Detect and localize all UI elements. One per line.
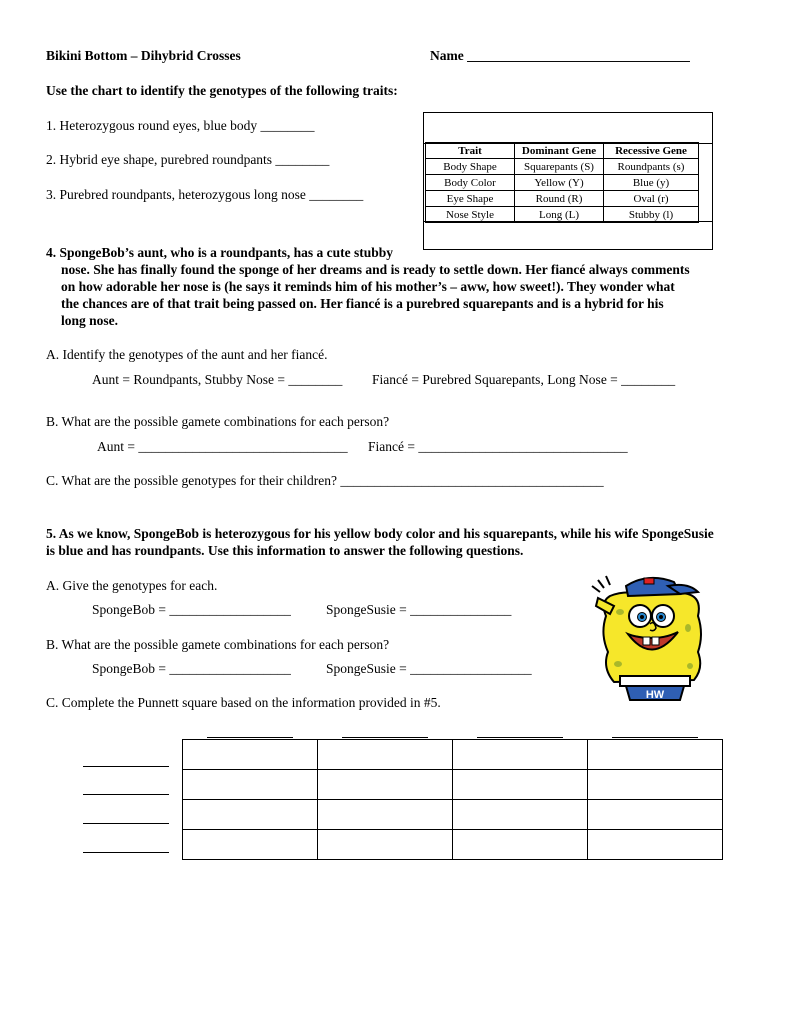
table-cell: Squarepants (S) bbox=[515, 159, 604, 175]
table-cell: Stubby (l) bbox=[604, 207, 699, 223]
q5a-prompt: A. Give the genotypes for each. bbox=[46, 578, 218, 593]
question-5-line: 5. As we know, SpongeBob is heterozygous for his yellow body color and his squarepants, while his wife SpongeSusie bbox=[46, 526, 714, 541]
punnett-cell[interactable] bbox=[183, 830, 318, 860]
q5b-prompt: B. What are the possible gamete combinations for each person? bbox=[46, 637, 390, 652]
question-5-line: is blue and has roundpants. Use this information to answer the following questions. bbox=[46, 543, 524, 558]
spongebob-saluting-icon bbox=[570, 572, 715, 704]
punnett-cell[interactable] bbox=[318, 800, 453, 830]
hat-text: HW bbox=[645, 689, 665, 701]
punnett-row-label-blank[interactable] bbox=[83, 852, 169, 853]
question-3[interactable]: 3. Purebred roundpants, heterozygous long nose ________ bbox=[46, 187, 364, 202]
table-cell: Nose Style bbox=[426, 207, 515, 223]
punnett-column-label-blank[interactable] bbox=[342, 737, 428, 738]
table-cell: Yellow (Y) bbox=[515, 175, 604, 191]
punnett-cell[interactable] bbox=[183, 800, 318, 830]
punnett-square bbox=[182, 739, 723, 860]
q4b-aunt-field[interactable]: Aunt = _______________________________ bbox=[97, 439, 348, 454]
q5a-spongebob-field[interactable]: SpongeBob = __________________ bbox=[92, 602, 291, 617]
table-row bbox=[426, 159, 699, 175]
punnett-cell[interactable] bbox=[183, 770, 318, 800]
table-header: Trait bbox=[426, 143, 515, 159]
name-field[interactable]: Name _________________________________ bbox=[430, 48, 690, 63]
punnett-cell[interactable] bbox=[588, 770, 723, 800]
worksheet-title: Bikini Bottom – Dihybrid Crosses bbox=[46, 48, 241, 63]
instructions: Use the chart to identify the genotypes of the following traits: bbox=[46, 83, 398, 98]
punnett-row bbox=[183, 830, 723, 860]
q4a-aunt-field[interactable]: Aunt = Roundpants, Stubby Nose = ________ bbox=[92, 372, 343, 387]
punnett-cell[interactable] bbox=[453, 800, 588, 830]
punnett-cell[interactable] bbox=[318, 770, 453, 800]
punnett-row-label-blank[interactable] bbox=[83, 794, 169, 795]
punnett-row bbox=[183, 740, 723, 770]
q5b-spongebob-field[interactable]: SpongeBob = __________________ bbox=[92, 661, 291, 676]
question-4-line: nose. She has finally found the sponge of her dreams and is ready to settle down. Her fiancé always comments bbox=[61, 262, 690, 277]
table-cell: Oval (r) bbox=[604, 191, 699, 207]
table-header: Dominant Gene bbox=[515, 143, 604, 159]
punnett-cell[interactable] bbox=[318, 740, 453, 770]
question-4-line: long nose. bbox=[61, 313, 119, 328]
question-4-line: the chances are of that trait being passed on. Her fiancé is a purebred squarepants and is a hybrid for his bbox=[61, 296, 664, 311]
q4a-fiance-field[interactable]: Fiancé = Purebred Squarepants, Long Nose = ________ bbox=[372, 372, 676, 387]
question-2[interactable]: 2. Hybrid eye shape, purebred roundpants ________ bbox=[46, 152, 330, 167]
table-row bbox=[426, 207, 699, 223]
q4b-fiance-field[interactable]: Fiancé = _______________________________ bbox=[368, 439, 628, 454]
punnett-cell[interactable] bbox=[588, 800, 723, 830]
punnett-cell[interactable] bbox=[453, 770, 588, 800]
punnett-cell[interactable] bbox=[453, 830, 588, 860]
table-cell: Long (L) bbox=[515, 207, 604, 223]
punnett-column-label-blank[interactable] bbox=[612, 737, 698, 738]
q4c-prompt-field[interactable]: C. What are the possible genotypes for their children? _______________________________________ bbox=[46, 473, 604, 488]
table-cell: Body Color bbox=[426, 175, 515, 191]
table-cell: Body Shape bbox=[426, 159, 515, 175]
trait-table bbox=[425, 142, 699, 223]
punnett-row-label-blank[interactable] bbox=[83, 766, 169, 767]
question-4-line: 4. SpongeBob’s aunt, who is a roundpants, has a cute stubby bbox=[46, 245, 393, 260]
q5c-prompt: C. Complete the Punnett square based on the information provided in #5. bbox=[46, 695, 441, 710]
punnett-cell[interactable] bbox=[588, 830, 723, 860]
table-cell: Roundpants (s) bbox=[604, 159, 699, 175]
question-1[interactable]: 1. Heterozygous round eyes, blue body ________ bbox=[46, 118, 315, 133]
q5b-spongesusie-field[interactable]: SpongeSusie = __________________ bbox=[326, 661, 532, 676]
punnett-column-label-blank[interactable] bbox=[477, 737, 563, 738]
punnett-row bbox=[183, 770, 723, 800]
question-4-line: on how adorable her nose is (he says it reminds him of his mother’s – aww, how sweet!). They wonder what bbox=[61, 279, 675, 294]
punnett-column-label-blank[interactable] bbox=[207, 737, 293, 738]
table-header: Recessive Gene bbox=[604, 143, 699, 159]
q4a-prompt: A. Identify the genotypes of the aunt and her fiancé. bbox=[46, 347, 328, 362]
q4b-prompt: B. What are the possible gamete combinations for each person? bbox=[46, 414, 390, 429]
q5a-spongesusie-field[interactable]: SpongeSusie = _______________ bbox=[326, 602, 512, 617]
table-cell: Blue (y) bbox=[604, 175, 699, 191]
punnett-row bbox=[183, 800, 723, 830]
table-header-row bbox=[426, 143, 699, 159]
table-row bbox=[426, 191, 699, 207]
table-cell: Round (R) bbox=[515, 191, 604, 207]
punnett-row-label-blank[interactable] bbox=[83, 823, 169, 824]
table-row bbox=[426, 175, 699, 191]
punnett-cell[interactable] bbox=[453, 740, 588, 770]
punnett-cell[interactable] bbox=[183, 740, 318, 770]
punnett-cell[interactable] bbox=[318, 830, 453, 860]
table-cell: Eye Shape bbox=[426, 191, 515, 207]
punnett-cell[interactable] bbox=[588, 740, 723, 770]
